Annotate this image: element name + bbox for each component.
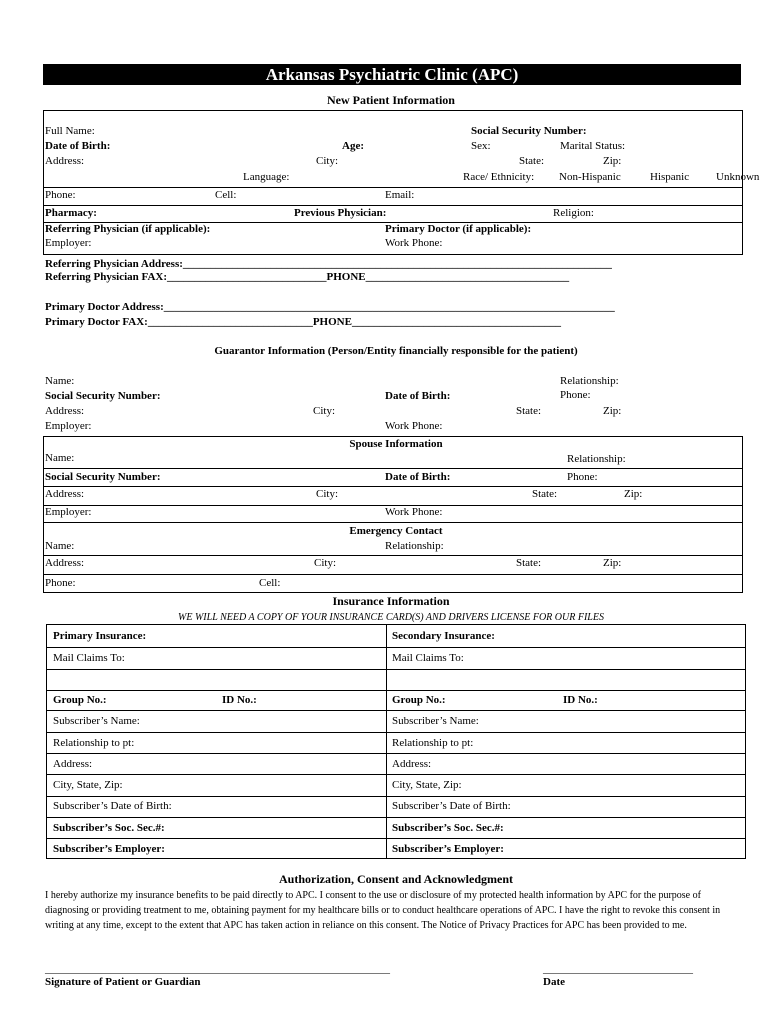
religion-field[interactable]: Religion: [553, 207, 594, 219]
secondary-subscriber-dob-field[interactable]: Subscriber’s Date of Birth: [392, 800, 511, 812]
phone-field[interactable]: Phone: [45, 189, 76, 201]
secondary-insurance-field[interactable]: Secondary Insurance: [392, 630, 495, 642]
spouse-city-field[interactable]: City: [316, 488, 339, 500]
language-field[interactable]: Language: [243, 171, 290, 183]
authorization-heading: Authorization, Consent and Acknowledgment [278, 872, 514, 886]
spouse-name-field[interactable]: Name: [45, 452, 75, 464]
primary-insurance-field[interactable]: Primary Insurance: [53, 630, 147, 642]
age-field[interactable]: Age: [342, 140, 364, 152]
guarantor-relationship-field[interactable]: Relationship: [560, 375, 619, 387]
date-label: Date [543, 976, 565, 988]
guarantor-state-field[interactable]: State: [516, 405, 542, 417]
signature-line[interactable]: _____________________________________________________________________ [45, 964, 390, 975]
guarantor-name-field[interactable]: Name: [45, 375, 75, 387]
spouse-work-phone-field[interactable]: Work Phone: [385, 506, 443, 518]
guarantor-dob-field[interactable]: Date of Birth: [385, 390, 451, 402]
primary-group-no-field[interactable]: Group No.: [53, 694, 107, 706]
city-field[interactable]: City: [316, 155, 339, 167]
sex-field[interactable]: Sex: [471, 140, 491, 152]
secondary-subscriber-name-field[interactable]: Subscriber’s Name: [392, 715, 479, 727]
employer-field[interactable]: Employer: [45, 237, 92, 249]
authorization-text: I hereby authorize my insurance benefits to be paid directly to APC. I consent to the use or disclosure of my protected health information by APC for the purpose of diagnosing or providing treatment to me, obtaining payment for my healthcare bills or to conduct healthcare operations of APC. I have the right to revoke this consent in writing at any time, except to the extent that APC has taken action in reliance on this consent. The Notice of Privacy Practices for APC has been provided to me. [45, 890, 721, 931]
secondary-id-no-field[interactable]: ID No.: [563, 694, 598, 706]
secondary-city-state-zip-field[interactable]: City, State, Zip: [392, 779, 462, 791]
emergency-address-field[interactable]: Address: [45, 557, 85, 569]
primary-subscriber-name-field[interactable]: Subscriber’s Name: [53, 715, 140, 727]
primary-address-field[interactable]: Address: [53, 758, 93, 770]
state-field[interactable]: State: [519, 155, 545, 167]
primary-subscriber-employer-field[interactable]: Subscriber’s Employer: [53, 843, 165, 855]
form-subtitle: New Patient Information [327, 93, 455, 107]
primary-relationship-field[interactable]: Relationship to pt: [53, 737, 135, 749]
full-name-field[interactable]: Full Name: [45, 125, 95, 137]
zip-field[interactable]: Zip: [603, 155, 622, 167]
emergency-state-field[interactable]: State: [516, 557, 542, 569]
pharmacy-field[interactable]: Pharmacy: [45, 207, 97, 219]
spouse-state-field[interactable]: State: [532, 488, 558, 500]
primary-id-no-field[interactable]: ID No.: [222, 694, 257, 706]
emergency-name-field[interactable]: Name: [45, 540, 75, 552]
primary-doctor-fax-line[interactable]: Primary Doctor FAX:______________________________PHONE______________________________________ [45, 316, 561, 328]
guarantor-work-phone-field[interactable]: Work Phone: [385, 420, 443, 432]
emergency-contact-heading: Emergency Contact [349, 525, 443, 537]
spouse-phone-field[interactable]: Phone: [567, 471, 598, 483]
hispanic-option[interactable]: Hispanic [650, 171, 690, 183]
guarantor-heading: Guarantor Information (Person/Entity financially responsible for the patient) [214, 345, 578, 357]
secondary-address-field[interactable]: Address: [392, 758, 432, 770]
referring-physician-field[interactable]: Referring Physician (if applicable): [45, 223, 211, 235]
spouse-zip-field[interactable]: Zip: [624, 488, 643, 500]
spouse-employer-field[interactable]: Employer: [45, 506, 92, 518]
primary-subscriber-dob-field[interactable]: Subscriber’s Date of Birth: [53, 800, 172, 812]
referring-physician-address-line[interactable]: Referring Physician Address:______________________________________________________________________________ [45, 258, 612, 270]
non-hispanic-option[interactable]: Non-Hispanic [559, 171, 621, 183]
clinic-title: Arkansas Psychiatric Clinic (APC) [43, 64, 741, 85]
marital-status-field[interactable]: Marital Status: [560, 140, 626, 152]
guarantor-zip-field[interactable]: Zip: [603, 405, 622, 417]
guarantor-address-field[interactable]: Address: [45, 405, 85, 417]
previous-physician-field[interactable]: Previous Physician: [294, 207, 387, 219]
primary-mail-claims-field[interactable]: Mail Claims To: [53, 652, 125, 664]
primary-doctor-address-line[interactable]: Primary Doctor Address:__________________________________________________________________________________ [45, 301, 615, 313]
spouse-ssn-field[interactable]: Social Security Number: [45, 471, 161, 483]
spouse-address-field[interactable]: Address: [45, 488, 85, 500]
secondary-mail-claims-field[interactable]: Mail Claims To: [392, 652, 464, 664]
secondary-group-no-field[interactable]: Group No.: [392, 694, 446, 706]
secondary-subscriber-employer-field[interactable]: Subscriber’s Employer: [392, 843, 504, 855]
address-field[interactable]: Address: [45, 155, 85, 167]
spouse-heading: Spouse Information [349, 438, 443, 450]
dob-field[interactable]: Date of Birth: [45, 140, 111, 152]
guarantor-city-field[interactable]: City: [313, 405, 336, 417]
emergency-city-field[interactable]: City: [314, 557, 337, 569]
ssn-field[interactable]: Social Security Number: [471, 125, 587, 137]
signature-label: Signature of Patient or Guardian [45, 976, 201, 988]
primary-city-state-zip-field[interactable]: City, State, Zip: [53, 779, 123, 791]
insurance-heading: Insurance Information [332, 594, 450, 608]
primary-subscriber-ssn-field[interactable]: Subscriber’s Soc. Sec.#: [53, 822, 165, 834]
guarantor-employer-field[interactable]: Employer: [45, 420, 92, 432]
race-ethnicity-label: Race/ Ethnicity: [463, 171, 535, 183]
primary-doctor-field[interactable]: Primary Doctor (if applicable): [385, 223, 532, 235]
emergency-cell-field[interactable]: Cell: [259, 577, 281, 589]
cell-field[interactable]: Cell: [215, 189, 237, 201]
guarantor-phone-field[interactable]: Phone: [560, 389, 591, 401]
referring-physician-fax-line[interactable]: Referring Physician FAX:_____________________________PHONE_____________________________________ [45, 271, 570, 283]
insurance-notice: WE WILL NEED A COPY OF YOUR INSURANCE CARD(S) AND DRIVERS LICENSE FOR OUR FILES [178, 612, 604, 623]
spouse-relationship-field[interactable]: Relationship: [567, 453, 626, 465]
date-line[interactable]: ______________________________ [543, 964, 693, 975]
emergency-phone-field[interactable]: Phone: [45, 577, 76, 589]
unknown-option[interactable]: Unknown [716, 171, 760, 183]
secondary-relationship-field[interactable]: Relationship to pt: [392, 737, 474, 749]
work-phone-field[interactable]: Work Phone: [385, 237, 443, 249]
email-field[interactable]: Email: [385, 189, 415, 201]
emergency-zip-field[interactable]: Zip: [603, 557, 622, 569]
secondary-subscriber-ssn-field[interactable]: Subscriber’s Soc. Sec.#: [392, 822, 504, 834]
spouse-dob-field[interactable]: Date of Birth: [385, 471, 451, 483]
emergency-relationship-field[interactable]: Relationship: [385, 540, 444, 552]
guarantor-ssn-field[interactable]: Social Security Number: [45, 390, 161, 402]
